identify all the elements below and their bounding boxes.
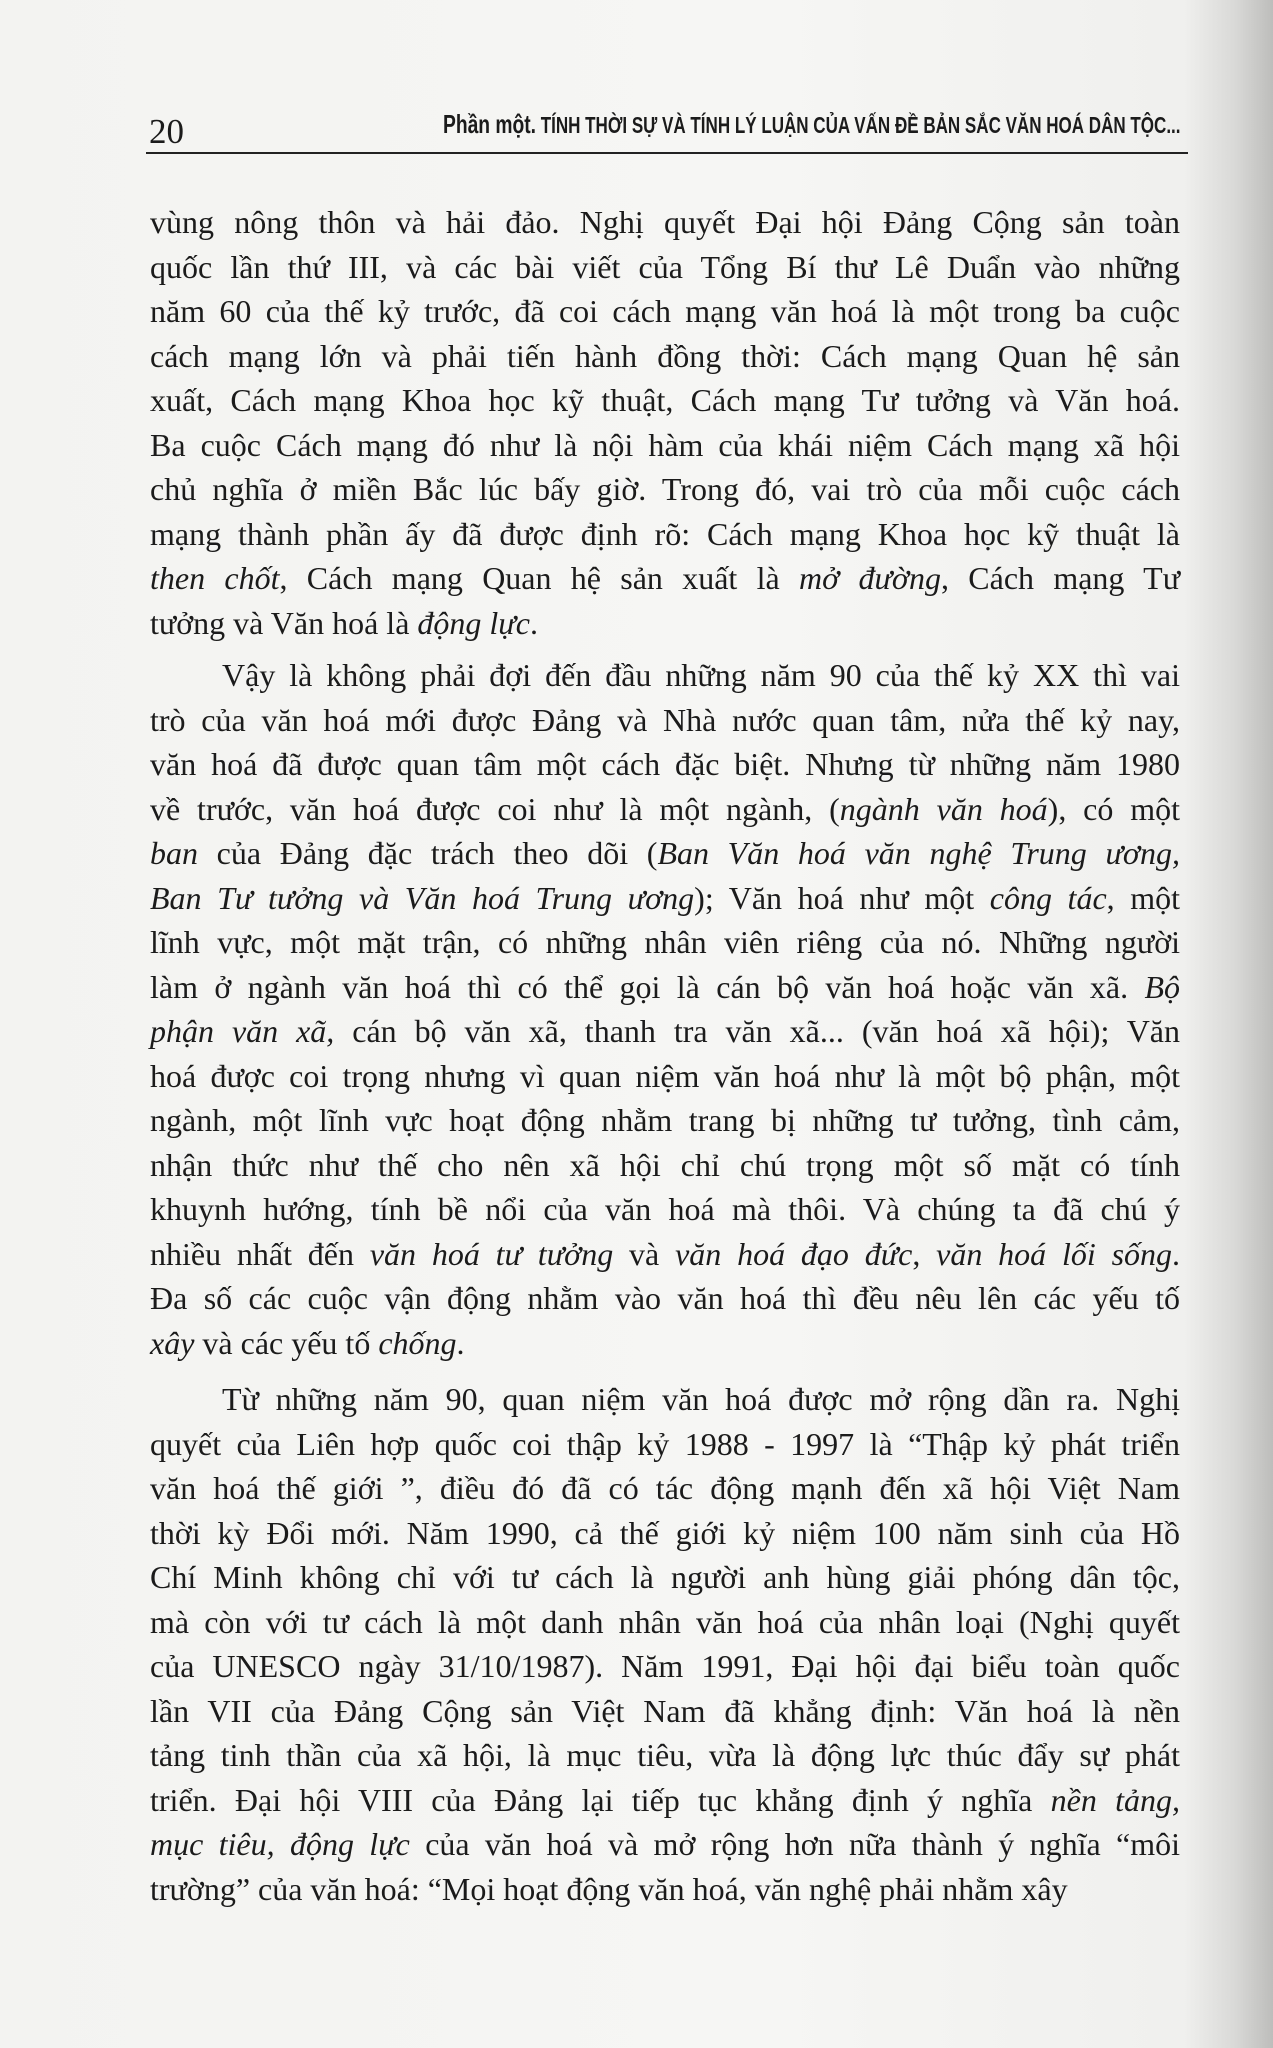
- text-segment: Ba cuộc Cách mạng đó như là nội hàm của khái niệm Cách mạng xã hội: [150, 426, 1180, 463]
- text-line: [150, 334, 1180, 379]
- text-line: [150, 1555, 1180, 1600]
- text-line: [150, 1422, 1180, 1467]
- paragraph-1: [150, 200, 1180, 645]
- text-segment: thời kỳ Đổi mới. Năm 1990, cả thế giới kỷ niệm 100 năm sinh của Hồ: [150, 1514, 1180, 1551]
- text-segment: .: [456, 1324, 465, 1361]
- text-segment: tảng tinh thần của xã hội, là mục tiêu, vừa là động lực thúc đẩy sự phát: [150, 1737, 1180, 1773]
- header-rule: [146, 152, 1188, 154]
- text-line: [150, 1466, 1180, 1511]
- text-line: [150, 1822, 1180, 1867]
- text-segment: .: [1172, 1235, 1181, 1272]
- text-segment: ,: [912, 1235, 937, 1272]
- text-segment: nhiều nhất đến: [150, 1235, 370, 1272]
- text-line: [150, 200, 1180, 245]
- text-segment: , một: [1106, 879, 1181, 916]
- text-line: [150, 1600, 1180, 1645]
- text-line: [150, 1232, 1180, 1277]
- text-segment: , Cách mạng Quan hệ sản xuất là: [279, 560, 799, 596]
- italic-text: mở đường: [799, 560, 942, 596]
- paragraph-2: [150, 653, 1180, 1365]
- text-segment: năm 60 của thế kỷ trước, đã coi cách mạng văn hoá là một trong ba cuộc: [150, 293, 1180, 329]
- text-segment: ), có một: [1047, 790, 1181, 827]
- text-line: [150, 965, 1180, 1010]
- text-line: [150, 742, 1180, 787]
- page-number: 20: [149, 112, 184, 151]
- italic-text: ban: [150, 835, 198, 871]
- text-line: [150, 876, 1180, 921]
- text-line: [150, 423, 1180, 468]
- text-segment: hoá được coi trọng nhưng vì quan niệm văn hoá như là một bộ phận, một: [150, 1057, 1180, 1094]
- italic-text: Bộ: [1144, 968, 1180, 1005]
- text-segment: trò của văn hoá mới được Đảng và Nhà nước quan tâm, nửa thế kỷ nay,: [150, 701, 1180, 738]
- text-segment: lần VII của Đảng Cộng sản Việt Nam đã khẳng định: Văn hoá là nền: [150, 1692, 1180, 1729]
- text-line: [150, 245, 1180, 290]
- text-segment: của UNESCO ngày 31/10/1987). Năm 1991, Đại hội đại biểu toàn quốc: [150, 1648, 1180, 1684]
- text-segment: lĩnh vực, một mặt trận, có những nhân viên riêng của nó. Những người: [150, 924, 1180, 960]
- text-segment: , Cách mạng Tư: [941, 560, 1181, 596]
- text-segment: vùng nông thôn và hải đảo. Nghị quyết Đại hội Đảng Cộng sản toàn: [150, 204, 1180, 240]
- text-line: [150, 1143, 1180, 1188]
- text-segment: quốc lần thứ III, và các bài viết của Tổng Bí thư Lê Duẩn vào những: [150, 248, 1180, 285]
- italic-text: văn hoá đạo đức: [675, 1235, 913, 1272]
- text-line: [150, 289, 1180, 334]
- text-line: [150, 601, 1180, 646]
- text-line: [150, 831, 1180, 876]
- text-segment: Vậy là không phải đợi đến đầu những năm 90 của thế kỷ XX thì vai: [222, 657, 1180, 693]
- text-segment: văn hoá đã được quan tâm một cách đặc biệt. Nhưng từ những năm 1980: [150, 746, 1180, 782]
- text-segment: của văn hoá và mở rộng hơn nữa thành ý nghĩa “môi: [409, 1826, 1181, 1862]
- text-line: [150, 1276, 1180, 1321]
- text-line: [150, 378, 1180, 423]
- italic-text: văn hoá tư tưởng: [369, 1235, 614, 1272]
- text-line: [150, 653, 1180, 698]
- text-line: [150, 556, 1180, 601]
- text-line: [150, 1187, 1180, 1232]
- text-line: [150, 1321, 1180, 1366]
- italic-text: xây: [150, 1324, 195, 1361]
- italic-text: công tác: [989, 879, 1107, 916]
- text-line: [150, 1733, 1180, 1778]
- text-segment: .: [529, 604, 538, 641]
- text-line: [150, 512, 1180, 557]
- text-line: [150, 920, 1180, 965]
- text-line: [150, 1377, 1180, 1422]
- text-segment: trường” của văn hoá: “Mọi hoạt động văn hoá, văn nghệ phải nhằm xây: [150, 1870, 1068, 1907]
- text-segment: khuynh hướng, tính bề nổi của văn hoá mà thôi. Và chúng ta đã chú ý: [150, 1191, 1180, 1227]
- italic-text: văn hoá lối sống: [936, 1235, 1173, 1272]
- text-line: [150, 1009, 1180, 1054]
- running-header: [443, 104, 1181, 144]
- italic-text: động lực: [417, 604, 530, 641]
- text-line: [150, 698, 1180, 743]
- text-line: [150, 1644, 1180, 1689]
- text-line: [150, 1778, 1180, 1823]
- text-segment: ngành, một lĩnh vực hoạt động nhằm trang bị những tư tưởng, tình cảm,: [150, 1102, 1180, 1138]
- text-segment: tưởng và Văn hoá là: [150, 604, 418, 641]
- text-segment: Đa số các cuộc vận động nhằm vào văn hoá thì đều nêu lên các yếu tố: [150, 1280, 1180, 1316]
- text-line: [150, 1098, 1180, 1143]
- text-segment: và các yếu tố: [194, 1324, 379, 1361]
- text-segment: mà còn với tư cách là một danh nhân văn hoá của nhân loại (Nghị quyết: [150, 1603, 1180, 1640]
- text-segment: về trước, văn hoá được coi như là một ngành, (: [150, 790, 840, 827]
- text-segment: và: [613, 1235, 676, 1272]
- text-segment: quyết của Liên hợp quốc coi thập kỷ 1988 - 1997 là “Thập kỷ phát triển: [150, 1425, 1180, 1462]
- italic-text: nền tảng,: [1050, 1781, 1181, 1818]
- running-header-title: TÍNH THỜI SỰ VÀ TÍNH LÝ LUẬN CỦA VẤN ĐỀ BẢN SẮC VĂN HOÁ DÂN TỘC...: [535, 112, 1181, 138]
- italic-text: then chốt: [150, 560, 280, 596]
- text-line: [150, 1054, 1180, 1099]
- text-segment: nhận thức như thế cho nên xã hội chỉ chú trọng một số mặt có tính: [150, 1146, 1180, 1183]
- italic-text: Ban Tư tưởng và Văn hoá Trung ương: [150, 879, 695, 916]
- text-segment: xuất, Cách mạng Khoa học kỹ thuật, Cách mạng Tư tưởng và Văn hoá.: [150, 382, 1180, 418]
- text-segment: cán bộ văn xã, thanh tra văn xã... (văn hoá xã hội); Văn: [334, 1013, 1181, 1049]
- text-line: [150, 467, 1180, 512]
- text-segment: Từ những năm 90, quan niệm văn hoá được mở rộng dần ra. Nghị: [222, 1381, 1180, 1417]
- text-segment: của Đảng đặc trách theo dõi (: [198, 835, 658, 871]
- text-line: [150, 787, 1180, 832]
- text-segment: mạng thành phần ấy đã được định rõ: Cách mạng Khoa học kỹ thuật là: [150, 515, 1180, 552]
- paragraph-3: [150, 1377, 1180, 1911]
- text-segment: ); Văn hoá như một: [694, 879, 990, 916]
- text-segment: triển. Đại hội VIII của Đảng lại tiếp tục khẳng định ý nghĩa: [150, 1781, 1051, 1818]
- italic-text: mục tiêu, động lực: [150, 1826, 410, 1862]
- text-line: [150, 1689, 1180, 1734]
- italic-text: Ban Văn hoá văn nghệ Trung ương,: [657, 835, 1181, 871]
- text-segment: Chí Minh không chỉ với tư cách là người anh hùng giải phóng dân tộc,: [150, 1559, 1180, 1595]
- text-line: [150, 1511, 1180, 1556]
- running-header-part: Phần một.: [443, 109, 536, 139]
- text-line: [150, 1867, 1180, 1912]
- italic-text: ngành văn hoá: [839, 790, 1048, 827]
- italic-text: phận văn xã,: [150, 1013, 335, 1049]
- text-segment: chủ nghĩa ở miền Bắc lúc bấy giờ. Trong đó, vai trò của mỗi cuộc cách: [150, 471, 1180, 507]
- text-segment: làm ở ngành văn hoá thì có thể gọi là cán bộ văn hoá hoặc văn xã.: [150, 968, 1145, 1005]
- text-segment: cách mạng lớn và phải tiến hành đồng thời: Cách mạng Quan hệ sản: [150, 337, 1180, 374]
- italic-text: chống: [378, 1324, 457, 1361]
- text-segment: văn hoá thế giới ”, điều đó đã có tác động mạnh đến xã hội Việt Nam: [150, 1470, 1180, 1506]
